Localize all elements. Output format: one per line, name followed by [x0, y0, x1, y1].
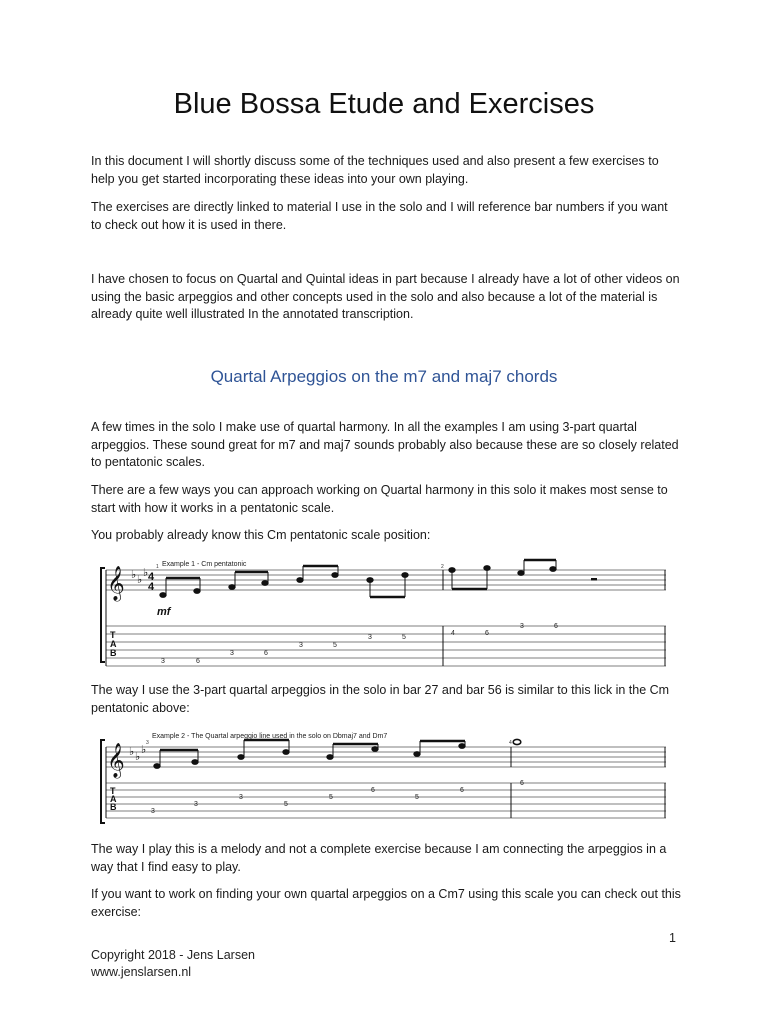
tab-number: 3 — [151, 808, 155, 815]
flat-icon: ♭ — [141, 744, 147, 756]
tab-number: 6 — [264, 650, 268, 657]
treble-clef-icon: 𝄞 — [107, 567, 125, 600]
tab-letter: B — [110, 648, 117, 658]
time-signature-top: 4 — [148, 571, 155, 583]
time-signature-bottom: 4 — [148, 581, 155, 593]
tab-number: 3 — [161, 658, 165, 665]
tab-letter: T — [110, 630, 116, 640]
bar-number: 3 — [146, 740, 149, 746]
section-heading: Quartal Arpeggios on the m7 and maj7 chords — [210, 367, 558, 386]
footer-copyright: Copyright 2018 - Jens Larsen — [91, 948, 255, 962]
tab-number: 6 — [371, 787, 375, 794]
section-paragraph-2: There are a few ways you can approach working on Quartal harmony in this solo it makes most sense to start with how it works in a pentatonic scale. — [91, 483, 668, 515]
footer — [91, 947, 255, 981]
tab-number: 4 — [451, 630, 455, 637]
tab-number: 6 — [485, 630, 489, 637]
tab-number: 5 — [284, 801, 288, 808]
tab-number: 5 — [333, 642, 337, 649]
tab-number: 6 — [460, 787, 464, 794]
intro-paragraph-1: In this document I will shortly discuss some of the techniques used and also present a few exercises to help you get started incorporating these ideas into your own playing. — [91, 154, 659, 186]
dynamic-marking: mf — [157, 606, 171, 618]
bar-number: 4 — [509, 740, 512, 746]
example-caption: Example 2 - The Quartal arpeggio line used in the solo on Dbmaj7 and Dm7 — [152, 733, 388, 740]
example-2-notation — [96, 727, 671, 825]
tab-number: 3 — [239, 794, 243, 801]
tab-letter: A — [110, 794, 117, 804]
example-caption: Example 1 - Cm pentatonic — [162, 561, 247, 568]
flat-icon: ♭ — [143, 567, 149, 579]
between-paragraph: The way I use the 3-part quartal arpeggios in the solo in bar 27 and bar 56 is similar to this lick in the Cm pentatonic above: — [91, 683, 670, 715]
flat-icon: ♭ — [131, 569, 137, 581]
tab-number: 6 — [520, 780, 524, 787]
bar-number: 2 — [441, 564, 444, 570]
flat-icon: ♭ — [135, 751, 141, 763]
flat-icon: ♭ — [137, 574, 143, 586]
tab-number: 6 — [554, 623, 558, 630]
tab-number: 5 — [329, 794, 333, 801]
intro-paragraph-3: I have chosen to focus on Quartal and Quintal ideas in part because I already have a lot of other videos on using the basic arpeggios and other concepts used in the solo and also because a lot of the material is already quite well illustrated In the annotated transcription. — [91, 272, 680, 321]
tab-number: 5 — [402, 634, 406, 641]
tab-number: 3 — [520, 623, 524, 630]
tab-number: 5 — [415, 794, 419, 801]
tab-number: 6 — [196, 658, 200, 665]
example-1-notation — [96, 556, 671, 668]
flat-icon: ♭ — [129, 746, 135, 758]
tab-number: 3 — [230, 650, 234, 657]
footer-website: www.jenslarsen.nl — [91, 965, 192, 979]
tab-number: 3 — [194, 801, 198, 808]
section-paragraph-1: A few times in the solo I make use of quartal harmony. In all the examples I am using 3-part quartal arpeggios. These sound great for m7 and maj7 sounds probably also because these are so closely related to pentatonic scales. — [91, 420, 679, 469]
tab-letter: B — [110, 802, 117, 812]
end-paragraph-1: The way I play this is a melody and not a complete exercise because I am connecting the arpeggios in a way that I find easy to play. — [91, 842, 667, 874]
page-title: Blue Bossa Etude and Exercises — [173, 88, 595, 120]
section-paragraph-3: You probably already know this Cm pentatonic scale position: — [91, 528, 431, 542]
treble-clef-icon: 𝄞 — [107, 744, 125, 777]
intro-paragraph-2: The exercises are directly linked to material I use in the solo and I will reference bar numbers if you want to check out how it is used in there. — [91, 200, 668, 232]
tab-letter: A — [110, 639, 117, 649]
bar-number: 1 — [156, 564, 159, 570]
tab-number: 3 — [299, 642, 303, 649]
tab-number: 3 — [368, 634, 372, 641]
end-paragraph-2: If you want to work on finding your own quartal arpeggios on a Cm7 using this scale you can check out this exercise: — [91, 887, 681, 919]
page-number: 1 — [669, 931, 676, 945]
tab-letter: T — [110, 786, 116, 796]
